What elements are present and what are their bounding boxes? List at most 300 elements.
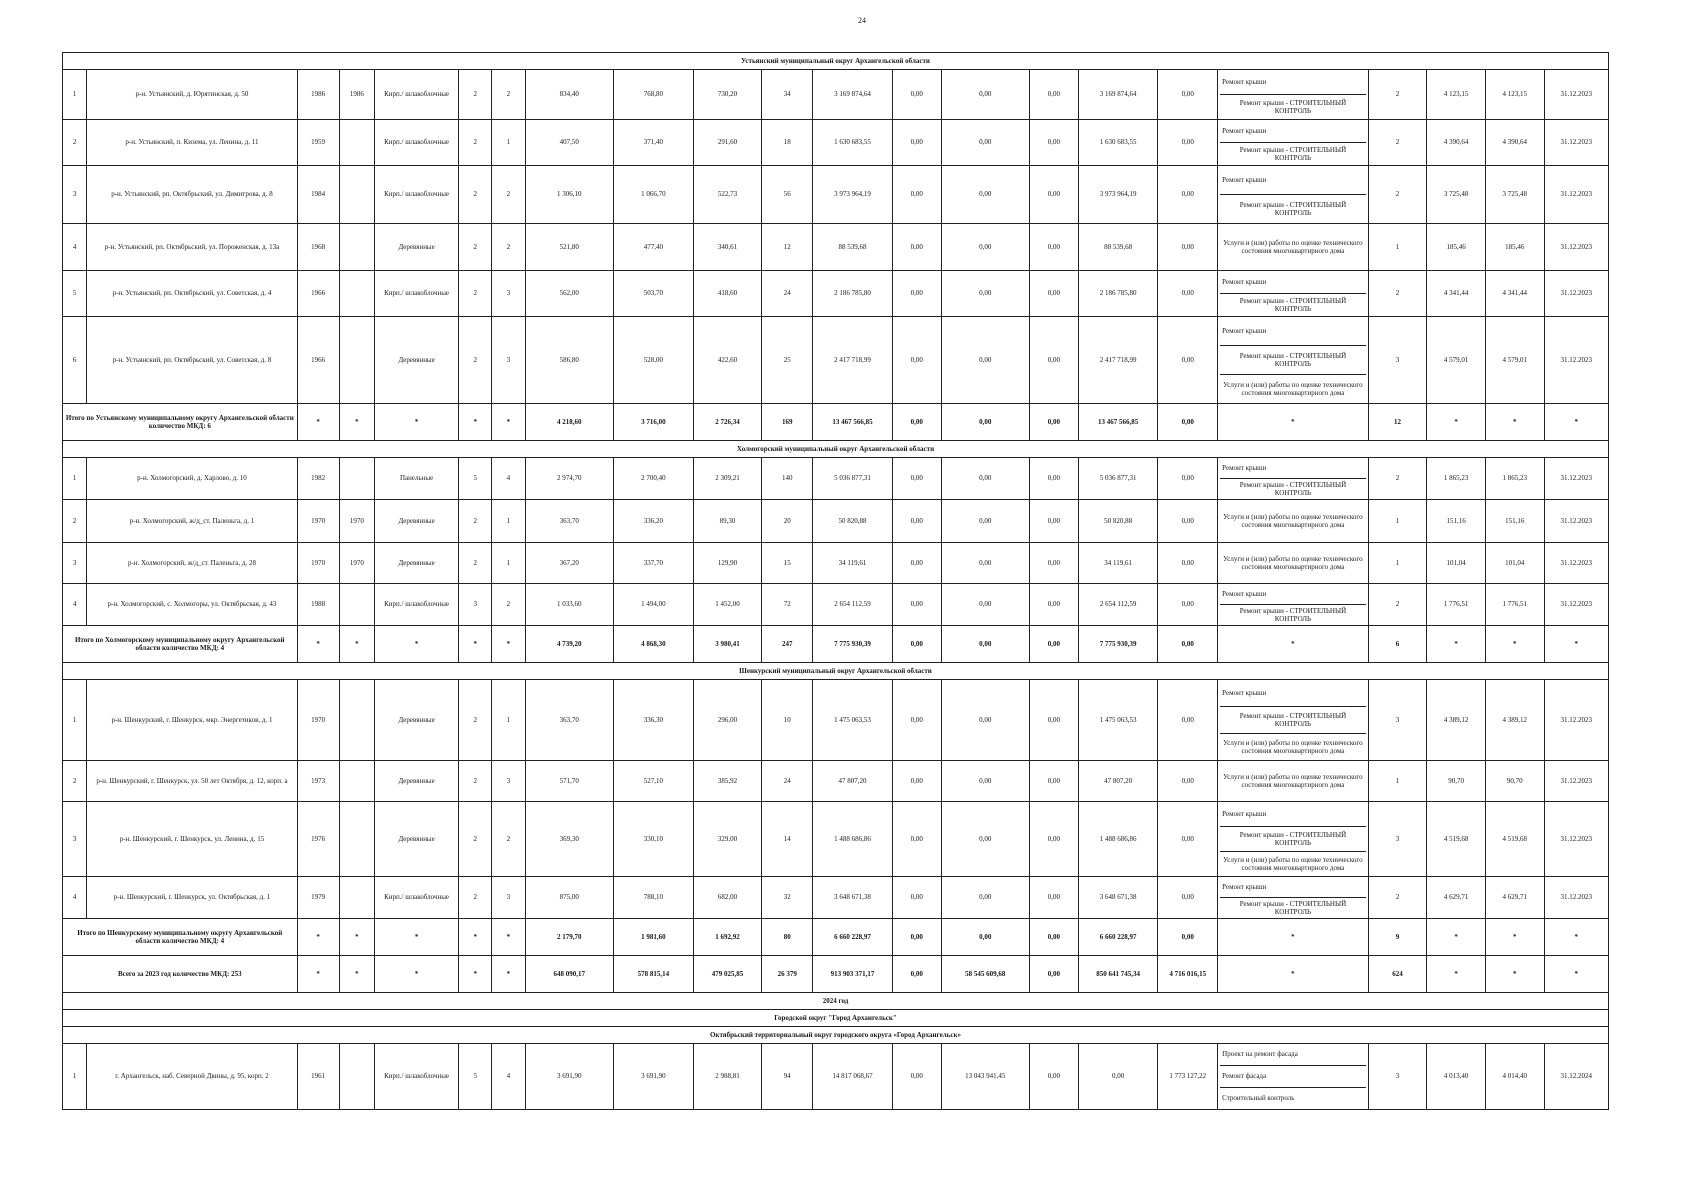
cell-area-total: 367,20 [525,543,614,584]
cell-year-overhaul [339,120,374,166]
cell-fund-reg: 0,00 [941,166,1030,224]
total-area-living: 1 692,92 [693,919,762,956]
cell-fund-fed: 0,00 [892,317,941,404]
cell-fund-reg: 0,00 [941,802,1030,877]
total-area-living: 3 980,41 [693,626,762,663]
cell-fund-reg: 0,00 [941,761,1030,802]
cell-fund-fed: 0,00 [892,271,941,317]
cell-entrances: 3 [492,761,525,802]
total-area-premises: 3 716,00 [614,404,694,441]
municipal-district-heading [63,441,1609,458]
city-district-heading-text: Городской округ "Город Архангельск" [63,1010,1609,1027]
cell-works [1218,500,1368,543]
work-item: Ремонт крыши [1220,166,1365,195]
cell-works [1218,70,1368,120]
cell-entrances: 1 [492,120,525,166]
cell-address: р-н. Устьянский, рп. Октябрьский, ул. Димитрова, д. 8 [87,166,297,224]
cell-area-premises: 788,10 [614,877,694,919]
cell-fund-reg: 0,00 [941,680,1030,761]
cell-fund-local: 0,00 [1030,120,1079,166]
total-label: Всего за 2023 год количество МКД: 253 [63,956,298,993]
cell-placeholder: * [1544,404,1608,441]
cell-residents: 34 [762,70,813,120]
cell-fund-local: 0,00 [1030,458,1079,500]
cell-entrances: 2 [492,166,525,224]
cell-num: 4 [63,584,87,626]
table-row [63,802,1609,877]
cell-fund-other: 0,00 [1158,802,1218,877]
cell-fund-owners: 2 654 112,59 [1078,584,1158,626]
cell-placeholder: * [1218,956,1368,993]
work-item: Ремонт крыши - СТРОИТЕЛЬНЫЙ КОНТРОЛЬ [1239,98,1347,115]
cell-unit-cost: 4 629,71 [1427,877,1486,919]
cell-fund-fed: 0,00 [892,543,941,584]
cell-num: 1 [63,458,87,500]
cell-works [1218,317,1368,404]
cell-fund-local: 0,00 [1030,317,1079,404]
cell-num: 6 [63,317,87,404]
cell-works-count: 3 [1368,680,1427,761]
cell-cost-total: 1 488 686,86 [813,802,893,877]
cell-placeholder: * [339,404,374,441]
cell-fund-fed: 0,00 [892,458,941,500]
total-fund-reg: 0,00 [941,404,1030,441]
cell-fund-reg: 0,00 [941,271,1030,317]
total-residents: 80 [762,919,813,956]
cell-fund-reg: 0,00 [941,458,1030,500]
district-total-row [63,404,1609,441]
cell-area-living: 682,00 [693,877,762,919]
cell-residents: 24 [762,761,813,802]
cell-entrances: 4 [492,1044,525,1110]
cell-cost-total: 3 169 874,64 [813,70,893,120]
total-cost-total: 6 660 228,97 [813,919,893,956]
cell-fund-fed: 0,00 [892,680,941,761]
cell-fund-reg: 0,00 [941,543,1030,584]
cell-address: р-н. Устьянский, рп. Октябрьский, ул. Советская, д. 4 [87,271,297,317]
total-cost-total: 7 775 930,39 [813,626,893,663]
cell-works [1218,458,1368,500]
work-item: Ремонт крыши - СТРОИТЕЛЬНЫЙ КОНТРОЛЬ [1239,145,1347,162]
cell-year-overhaul [339,584,374,626]
table-row [63,224,1609,271]
cell-deadline: 31.12.2023 [1544,584,1608,626]
cell-unit-cost: 4 123,15 [1427,70,1486,120]
cell-walls: Деревянные [375,543,459,584]
work-item: Строительный контроль [1222,1094,1295,1103]
cell-floors: 2 [459,317,492,404]
cell-fund-fed: 0,00 [892,500,941,543]
cell-entrances: 2 [492,802,525,877]
cell-area-living: 730,20 [693,70,762,120]
cell-year-overhaul [339,877,374,919]
work-item: Ремонт крыши [1220,120,1365,143]
cell-fund-reg: 13 043 941,45 [941,1044,1030,1110]
cell-residents: 18 [762,120,813,166]
cell-floors: 2 [459,120,492,166]
city-district-heading [63,1010,1609,1027]
cell-max-cost: 101,04 [1485,543,1544,584]
cell-fund-reg: 0,00 [941,877,1030,919]
cell-placeholder: * [1544,956,1608,993]
cell-deadline: 31.12.2023 [1544,458,1608,500]
cell-deadline: 31.12.2023 [1544,166,1608,224]
cell-unit-cost: 4 579,01 [1427,317,1486,404]
cell-area-total: 1 306,10 [525,166,614,224]
cell-residents: 25 [762,317,813,404]
cell-works-count: 2 [1368,584,1427,626]
cell-deadline: 31.12.2024 [1544,1044,1608,1110]
cell-area-premises: 477,40 [614,224,694,271]
work-item: Ремонт крыши - СТРОИТЕЛЬНЫЙ КОНТРОЛЬ [1220,827,1365,852]
cell-area-total: 875,00 [525,877,614,919]
cell-area-premises: 1 066,70 [614,166,694,224]
cell-max-cost: 4 519,68 [1485,802,1544,877]
cell-works [1218,802,1368,877]
cell-placeholder: * [339,956,374,993]
cell-works [1218,543,1368,584]
work-item: Ремонт крыши [1220,271,1365,294]
cell-fund-local: 0,00 [1030,802,1079,877]
cell-fund-other: 0,00 [1158,584,1218,626]
work-item: Ремонт крыши - СТРОИТЕЛЬНЫЙ КОНТРОЛЬ [1220,346,1365,375]
cell-walls: Кирп./ шлакоблочные [375,877,459,919]
cell-floors: 2 [459,166,492,224]
cell-year-built: 1979 [297,877,339,919]
cell-area-total: 369,30 [525,802,614,877]
cell-year-built: 1966 [297,317,339,404]
cell-fund-other: 1 773 127,22 [1158,1044,1218,1110]
total-label: Итого по Холмогорскому муниципальному округу Архангельской области количество МКД: 4 [63,626,298,663]
total-residents: 247 [762,626,813,663]
cell-area-living: 89,30 [693,500,762,543]
cell-cost-total: 1 630 683,55 [813,120,893,166]
cell-num: 1 [63,1044,87,1110]
cell-unit-cost: 4 519,68 [1427,802,1486,877]
cell-area-premises: 527,10 [614,761,694,802]
cell-cost-total: 34 119,61 [813,543,893,584]
cell-area-total: 521,80 [525,224,614,271]
cell-placeholder: * [459,404,492,441]
cell-placeholder: * [459,956,492,993]
cell-placeholder: * [1427,626,1486,663]
total-label: Итого по Шенкурскому муниципальному округу Архангельской области количество МКД: 4 [63,919,298,956]
cell-year-overhaul [339,166,374,224]
cell-walls: Кирп./ шлакоблочные [375,271,459,317]
cell-year-built: 1970 [297,680,339,761]
cell-unit-cost: 185,46 [1427,224,1486,271]
cell-fund-fed: 0,00 [892,1044,941,1110]
cell-year-built: 1959 [297,120,339,166]
cell-address: р-н. Холмогорский, с. Холмогоры, ул. Октябрьская, д. 43 [87,584,297,626]
cell-year-overhaul: 1970 [339,500,374,543]
cell-fund-owners: 1 630 683,55 [1078,120,1158,166]
territorial-district-heading-text: Октябрьский территориальный округ городского округа «Город Архангельск» [63,1027,1609,1044]
cell-residents: 10 [762,680,813,761]
cell-fund-owners: 5 036 877,31 [1078,458,1158,500]
cell-works-count: 2 [1368,120,1427,166]
cell-area-living: 522,73 [693,166,762,224]
total-area-total: 4 739,20 [525,626,614,663]
cell-area-premises: 336,20 [614,500,694,543]
cell-residents: 72 [762,584,813,626]
cell-area-premises: 768,80 [614,70,694,120]
cell-max-cost: 4 390,64 [1485,120,1544,166]
cell-fund-reg: 0,00 [941,500,1030,543]
cell-unit-cost: 101,04 [1427,543,1486,584]
cell-fund-local: 0,00 [1030,680,1079,761]
cell-unit-cost: 90,70 [1427,761,1486,802]
cell-max-cost: 1 776,51 [1485,584,1544,626]
cell-year-overhaul [339,761,374,802]
cell-year-overhaul: 1986 [339,70,374,120]
cell-floors: 5 [459,1044,492,1110]
total-fund-local: 0,00 [1030,956,1079,993]
territorial-district-heading [63,1027,1609,1044]
cell-residents: 14 [762,802,813,877]
total-label: Итого по Устьянскому муниципальному округу Архангельской области количество МКД: 6 [63,404,298,441]
cell-area-total: 363,70 [525,680,614,761]
municipal-district-heading-text: Шенкурский муниципальный округ Архангельской области [63,663,1609,680]
cell-residents: 140 [762,458,813,500]
total-area-living: 479 025,85 [693,956,762,993]
work-item: Ремонт крыши [1220,877,1365,898]
cell-fund-fed: 0,00 [892,166,941,224]
work-item: Ремонт крыши [1220,680,1365,707]
cell-year-overhaul: 1970 [339,543,374,584]
cell-placeholder: * [375,956,459,993]
cell-placeholder: * [1218,404,1368,441]
cell-area-living: 1 452,00 [693,584,762,626]
cell-deadline: 31.12.2023 [1544,802,1608,877]
cell-area-premises: 2 700,40 [614,458,694,500]
table-row [63,458,1609,500]
cell-max-cost: 4 014,40 [1485,1044,1544,1110]
cell-num: 2 [63,500,87,543]
cell-fund-owners: 3 973 964,19 [1078,166,1158,224]
cell-placeholder: * [375,404,459,441]
work-item: Услуги и (или) работы по оценке технического состояния многоквартирного дома [1223,855,1363,872]
cell-fund-reg: 0,00 [941,317,1030,404]
total-fund-reg: 58 545 609,68 [941,956,1030,993]
cell-placeholder: * [1544,919,1608,956]
total-fund-other: 0,00 [1158,919,1218,956]
cell-area-living: 385,92 [693,761,762,802]
cell-cost-total: 2 417 718,99 [813,317,893,404]
cell-year-built: 1961 [297,1044,339,1110]
total-works-count: 9 [1368,919,1427,956]
table-row [63,70,1609,120]
cell-deadline: 31.12.2023 [1544,271,1608,317]
cell-placeholder: * [1218,626,1368,663]
cell-num: 3 [63,166,87,224]
cell-placeholder: * [492,404,525,441]
cell-floors: 2 [459,543,492,584]
cell-max-cost: 185,46 [1485,224,1544,271]
total-area-living: 2 726,34 [693,404,762,441]
cell-area-total: 3 691,90 [525,1044,614,1110]
cell-area-premises: 336,30 [614,680,694,761]
cell-fund-other: 0,00 [1158,120,1218,166]
cell-walls: Кирп./ шлакоблочные [375,120,459,166]
cell-fund-reg: 0,00 [941,224,1030,271]
cell-fund-local: 0,00 [1030,271,1079,317]
cell-area-total: 363,70 [525,500,614,543]
cell-max-cost: 4 389,12 [1485,680,1544,761]
table-row [63,317,1609,404]
work-item: Ремонт крыши - СТРОИТЕЛЬНЫЙ КОНТРОЛЬ [1239,480,1347,497]
total-fund-fed: 0,00 [892,404,941,441]
cell-walls: Деревянные [375,802,459,877]
total-fund-reg: 0,00 [941,919,1030,956]
district-total-row [63,919,1609,956]
cell-num: 1 [63,70,87,120]
cell-address: р-н. Шенкурский, г. Шенкурск, мкр. Энергетиков, д. 1 [87,680,297,761]
cell-floors: 2 [459,500,492,543]
cell-cost-total: 1 475 063,53 [813,680,893,761]
cell-placeholder: * [492,626,525,663]
cell-year-built: 1988 [297,584,339,626]
table-row [63,271,1609,317]
total-fund-owners: 850 641 745,34 [1078,956,1158,993]
cell-area-total: 407,50 [525,120,614,166]
cell-walls: Деревянные [375,500,459,543]
cell-address: р-н. Холмогорский, д. Харлово, д. 10 [87,458,297,500]
total-residents: 26 379 [762,956,813,993]
cell-placeholder: * [297,404,339,441]
total-fund-local: 0,00 [1030,404,1079,441]
cell-area-premises: 330,10 [614,802,694,877]
cell-placeholder: * [1485,626,1544,663]
cell-max-cost: 4 341,44 [1485,271,1544,317]
cell-fund-owners: 88 539,68 [1078,224,1158,271]
cell-deadline: 31.12.2023 [1544,761,1608,802]
cell-area-living: 329,00 [693,802,762,877]
cell-area-premises: 371,40 [614,120,694,166]
table-row [63,166,1609,224]
cell-year-built: 1976 [297,802,339,877]
cell-walls: Деревянные [375,317,459,404]
cell-fund-other: 0,00 [1158,458,1218,500]
cell-placeholder: * [375,919,459,956]
cell-max-cost: 1 865,23 [1485,458,1544,500]
cell-fund-fed: 0,00 [892,877,941,919]
work-item: Ремонт крыши [1220,584,1365,605]
work-item: Услуги и (или) работы по оценке технического состояния многоквартирного дома [1223,512,1363,529]
cell-unit-cost: 4 389,12 [1427,680,1486,761]
cell-cost-total: 88 539,68 [813,224,893,271]
cell-year-overhaul [339,458,374,500]
cell-residents: 15 [762,543,813,584]
work-item: Ремонт крыши - СТРОИТЕЛЬНЫЙ КОНТРОЛЬ [1239,296,1347,313]
cell-placeholder: * [459,626,492,663]
work-item: Ремонт крыши - СТРОИТЕЛЬНЫЙ КОНТРОЛЬ [1220,707,1365,734]
cell-works-count: 2 [1368,166,1427,224]
cell-year-built: 1984 [297,166,339,224]
cell-works [1218,271,1368,317]
cell-floors: 2 [459,761,492,802]
total-fund-reg: 0,00 [941,626,1030,663]
cell-deadline: 31.12.2023 [1544,680,1608,761]
cell-year-built: 1970 [297,543,339,584]
cell-placeholder: * [1485,404,1544,441]
cell-fund-local: 0,00 [1030,877,1079,919]
total-area-premises: 578 815,14 [614,956,694,993]
total-residents: 169 [762,404,813,441]
cell-area-total: 562,00 [525,271,614,317]
cell-num: 4 [63,877,87,919]
cell-fund-owners: 2 186 785,80 [1078,271,1158,317]
cell-address: р-н. Шенкурский, г. Шенкурск, ул. Ленина, д. 15 [87,802,297,877]
cell-fund-other: 0,00 [1158,271,1218,317]
total-works-count: 6 [1368,626,1427,663]
cell-cost-total: 3 648 671,38 [813,877,893,919]
cell-residents: 24 [762,271,813,317]
total-fund-owners: 13 467 566,85 [1078,404,1158,441]
cell-area-total: 834,40 [525,70,614,120]
cell-fund-fed: 0,00 [892,120,941,166]
cell-placeholder: * [1427,956,1486,993]
cell-cost-total: 50 820,88 [813,500,893,543]
cell-year-built: 1970 [297,500,339,543]
cell-entrances: 1 [492,680,525,761]
cell-year-overhaul [339,271,374,317]
cell-area-living: 2 988,81 [693,1044,762,1110]
year-heading-text: 2024 год [63,993,1609,1010]
cell-walls: Кирп./ шлакоблочные [375,70,459,120]
cell-works [1218,877,1368,919]
municipal-district-heading-text: Устьянский муниципальный округ Архангельской области [63,53,1609,70]
cell-placeholder: * [1544,626,1608,663]
cell-num: 1 [63,680,87,761]
cell-entrances: 3 [492,877,525,919]
cell-area-premises: 503,70 [614,271,694,317]
cell-walls: Деревянные [375,761,459,802]
total-fund-owners: 6 660 228,97 [1078,919,1158,956]
work-item: Услуги и (или) работы по оценке технического состояния многоквартирного дома [1223,772,1363,789]
cell-unit-cost: 3 725,48 [1427,166,1486,224]
cell-placeholder: * [339,626,374,663]
cell-entrances: 2 [492,224,525,271]
cell-fund-local: 0,00 [1030,584,1079,626]
table-row [63,543,1609,584]
cell-works-count: 3 [1368,1044,1427,1110]
cell-works [1218,584,1368,626]
cell-deadline: 31.12.2023 [1544,120,1608,166]
total-fund-local: 0,00 [1030,919,1079,956]
cell-residents: 56 [762,166,813,224]
cell-deadline: 31.12.2023 [1544,877,1608,919]
cell-area-premises: 528,00 [614,317,694,404]
cell-cost-total: 5 036 877,31 [813,458,893,500]
cell-placeholder: * [339,919,374,956]
work-item: Ремонт крыши - СТРОИТЕЛЬНЫЙ КОНТРОЛЬ [1239,899,1347,916]
cell-works-count: 1 [1368,761,1427,802]
cell-floors: 2 [459,680,492,761]
cell-address: г. Архангельск, наб. Северной Двины, д. 95, корп. 2 [87,1044,297,1110]
cell-cost-total: 2 186 785,80 [813,271,893,317]
district-total-row [63,626,1609,663]
cell-entrances: 3 [492,317,525,404]
cell-works-count: 3 [1368,317,1427,404]
cell-num: 2 [63,120,87,166]
table-row [63,680,1609,761]
cell-works-count: 1 [1368,500,1427,543]
cell-placeholder: * [492,956,525,993]
cell-works-count: 2 [1368,458,1427,500]
total-area-total: 648 090,17 [525,956,614,993]
cell-walls: Деревянные [375,680,459,761]
